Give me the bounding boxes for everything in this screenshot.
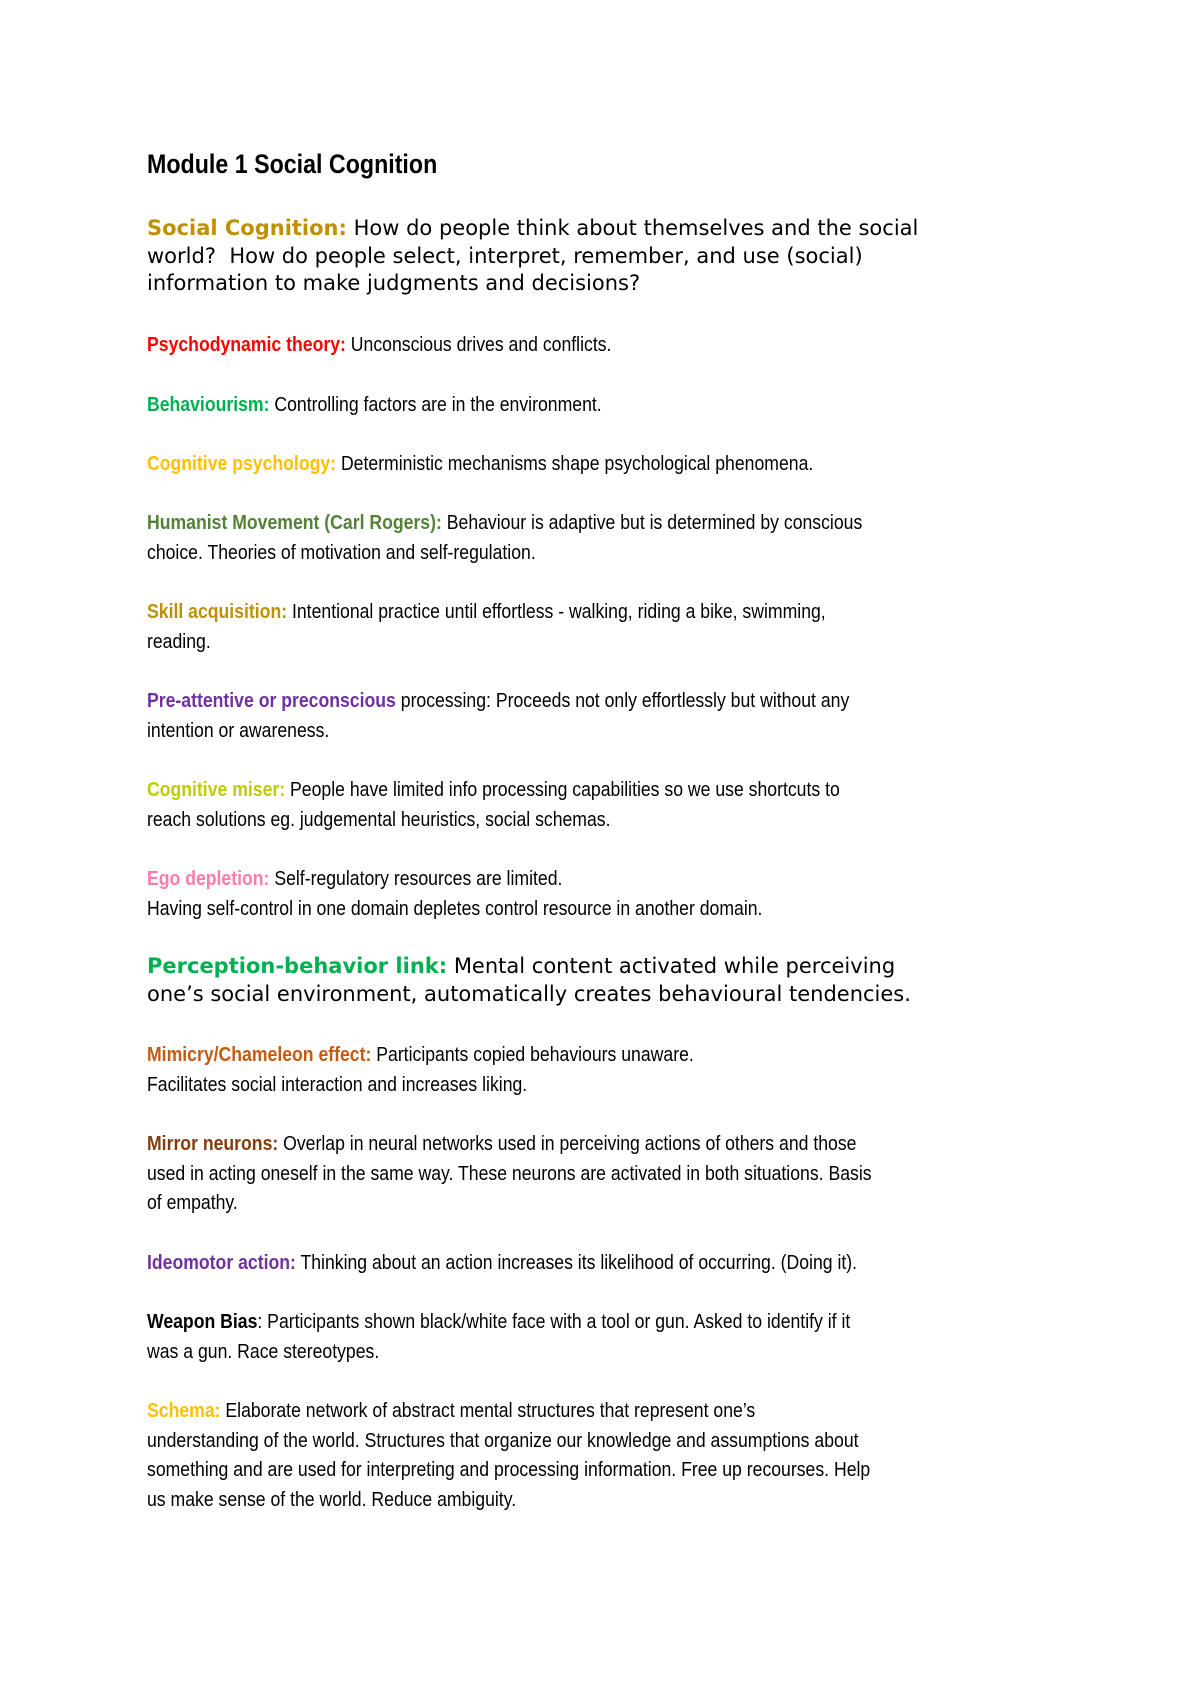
entry-line [147,1485,870,1515]
entry-text: something and are used for interpreting and processing information. Free up recourses. Help [147,1458,871,1481]
entry-line [147,716,849,746]
entry-text: used in acting oneself in the same way. These neurons are activated in both situations. Basis [147,1161,872,1185]
entry-line [147,1070,694,1100]
entry-ideomotor [147,1248,857,1278]
entry-weapon [147,1307,850,1366]
entry-line [147,270,918,298]
entry-text: Intentional practice until effortless - walking, riding a bike, swimming, [287,600,826,623]
entry-line [147,864,762,894]
entry-term: Humanist Movement (Carl Rogers): [147,511,442,534]
entry-text: was a gun. Race stereotypes. [147,1339,380,1363]
entry-line [147,775,840,805]
entry-text: Facilitates social interaction and increases liking. [147,1072,528,1096]
entry-line [147,597,826,627]
entry-term: Ego depletion: [147,867,270,890]
entry-term: Cognitive miser: [147,778,286,801]
entry-schema [147,1396,870,1514]
page-title: Module 1 Social Cognition [147,149,438,179]
entry-line [147,1426,870,1456]
entry-text: : Participants shown black/white face with a tool or gun. Asked to identify if it [257,1310,851,1333]
entry-text: Mental content activated while perceiving [447,954,896,978]
entry-line [147,1040,694,1070]
entry-text: choice. Theories of motivation and self-regulation. [147,540,536,564]
entry-text: Deterministic mechanisms shape psychological phenomena. [336,452,814,475]
entry-line [147,981,911,1009]
entry-line [147,508,862,538]
entry-line [147,894,762,924]
entry-text: world? How do people select, interpret, remember, and use (social) [147,243,863,268]
entry-text: understanding of the world. Structures that organize our knowledge and assumptions about [147,1428,859,1452]
entry-miser [147,775,840,834]
entry-line [147,1159,872,1189]
entry-line [147,449,813,479]
entry-text: Behaviour is adaptive but is determined by conscious [441,511,863,534]
entry-line [147,390,602,420]
entry-text: Elaborate network of abstract mental structures that represent one’s [220,1399,756,1422]
entry-line [147,953,911,981]
entry-line [147,243,918,271]
entry-psychodynamic [147,330,611,360]
entry-text: Participants copied behaviours unaware. [371,1043,694,1066]
entry-behaviourism [147,390,602,420]
entry-text: Thinking about an action increases its likelihood of occurring. (Doing it). [295,1251,858,1274]
entry-text: How do people think about themselves and the social [346,216,919,240]
entry-social-cognition [147,215,918,298]
entry-text: reading. [147,629,211,653]
entry-text: information to make judgments and decisions? [147,271,641,295]
entry-preattentive [147,686,849,745]
entry-term: Schema: [147,1399,221,1422]
entry-term: Behaviourism: [147,393,270,416]
entry-line [147,1129,872,1159]
entry-line [147,1188,872,1218]
entry-line [147,538,862,568]
entry-skill [147,597,826,656]
entry-term: Psychodynamic theory: [147,333,346,356]
entry-humanist [147,508,862,567]
entry-term: Ideomotor action: [147,1251,296,1274]
entry-term: Skill acquisition: [147,600,288,623]
entry-text: one’s social environment, automatically creates behavioural tendencies. [147,981,911,1006]
entry-text: Self-regulatory resources are limited. [269,867,563,890]
entry-line [147,1337,850,1367]
entry-text: Having self-control in one domain depletes control resource in another domain. [147,896,763,920]
entry-text: Unconscious drives and conflicts. [345,333,612,356]
entry-cognitive-psychology [147,449,813,479]
entry-line [147,686,849,716]
entry-text: us make sense of the world. Reduce ambiguity. [147,1487,517,1511]
entry-line [147,1455,870,1485]
entry-mirror [147,1129,872,1218]
entry-text: of empathy. [147,1191,238,1214]
entry-term: Cognitive psychology: [147,452,337,475]
entry-term: Perception-behavior link: [147,954,448,978]
entry-line [147,1248,857,1278]
entry-perception [147,953,911,1008]
entry-line [147,627,826,657]
entry-text: processing: Proceeds not only effortlessly but without any [395,689,850,712]
entry-ego [147,864,762,923]
entry-line [147,805,840,835]
entry-line [147,1307,850,1337]
entry-text: intention or awareness. [147,718,330,742]
entry-term: Pre-attentive or preconscious [147,689,396,712]
entry-term: Mirror neurons: [147,1132,279,1155]
entry-line [147,215,918,243]
entry-term: Social Cognition: [147,216,347,240]
entry-text: Controlling factors are in the environment. [269,393,602,416]
entry-line [147,330,611,360]
entry-term: Mimicry/Chameleon effect: [147,1043,372,1066]
entry-mimicry [147,1040,694,1099]
entry-line [147,1396,870,1426]
entry-text: Overlap in neural networks used in perceiving actions of others and those [278,1132,857,1155]
entry-text: reach solutions eg. judgemental heuristics, social schemas. [147,807,611,831]
entry-text: People have limited info processing capabilities so we use shortcuts to [285,778,840,801]
entry-term: Weapon Bias [147,1310,258,1333]
